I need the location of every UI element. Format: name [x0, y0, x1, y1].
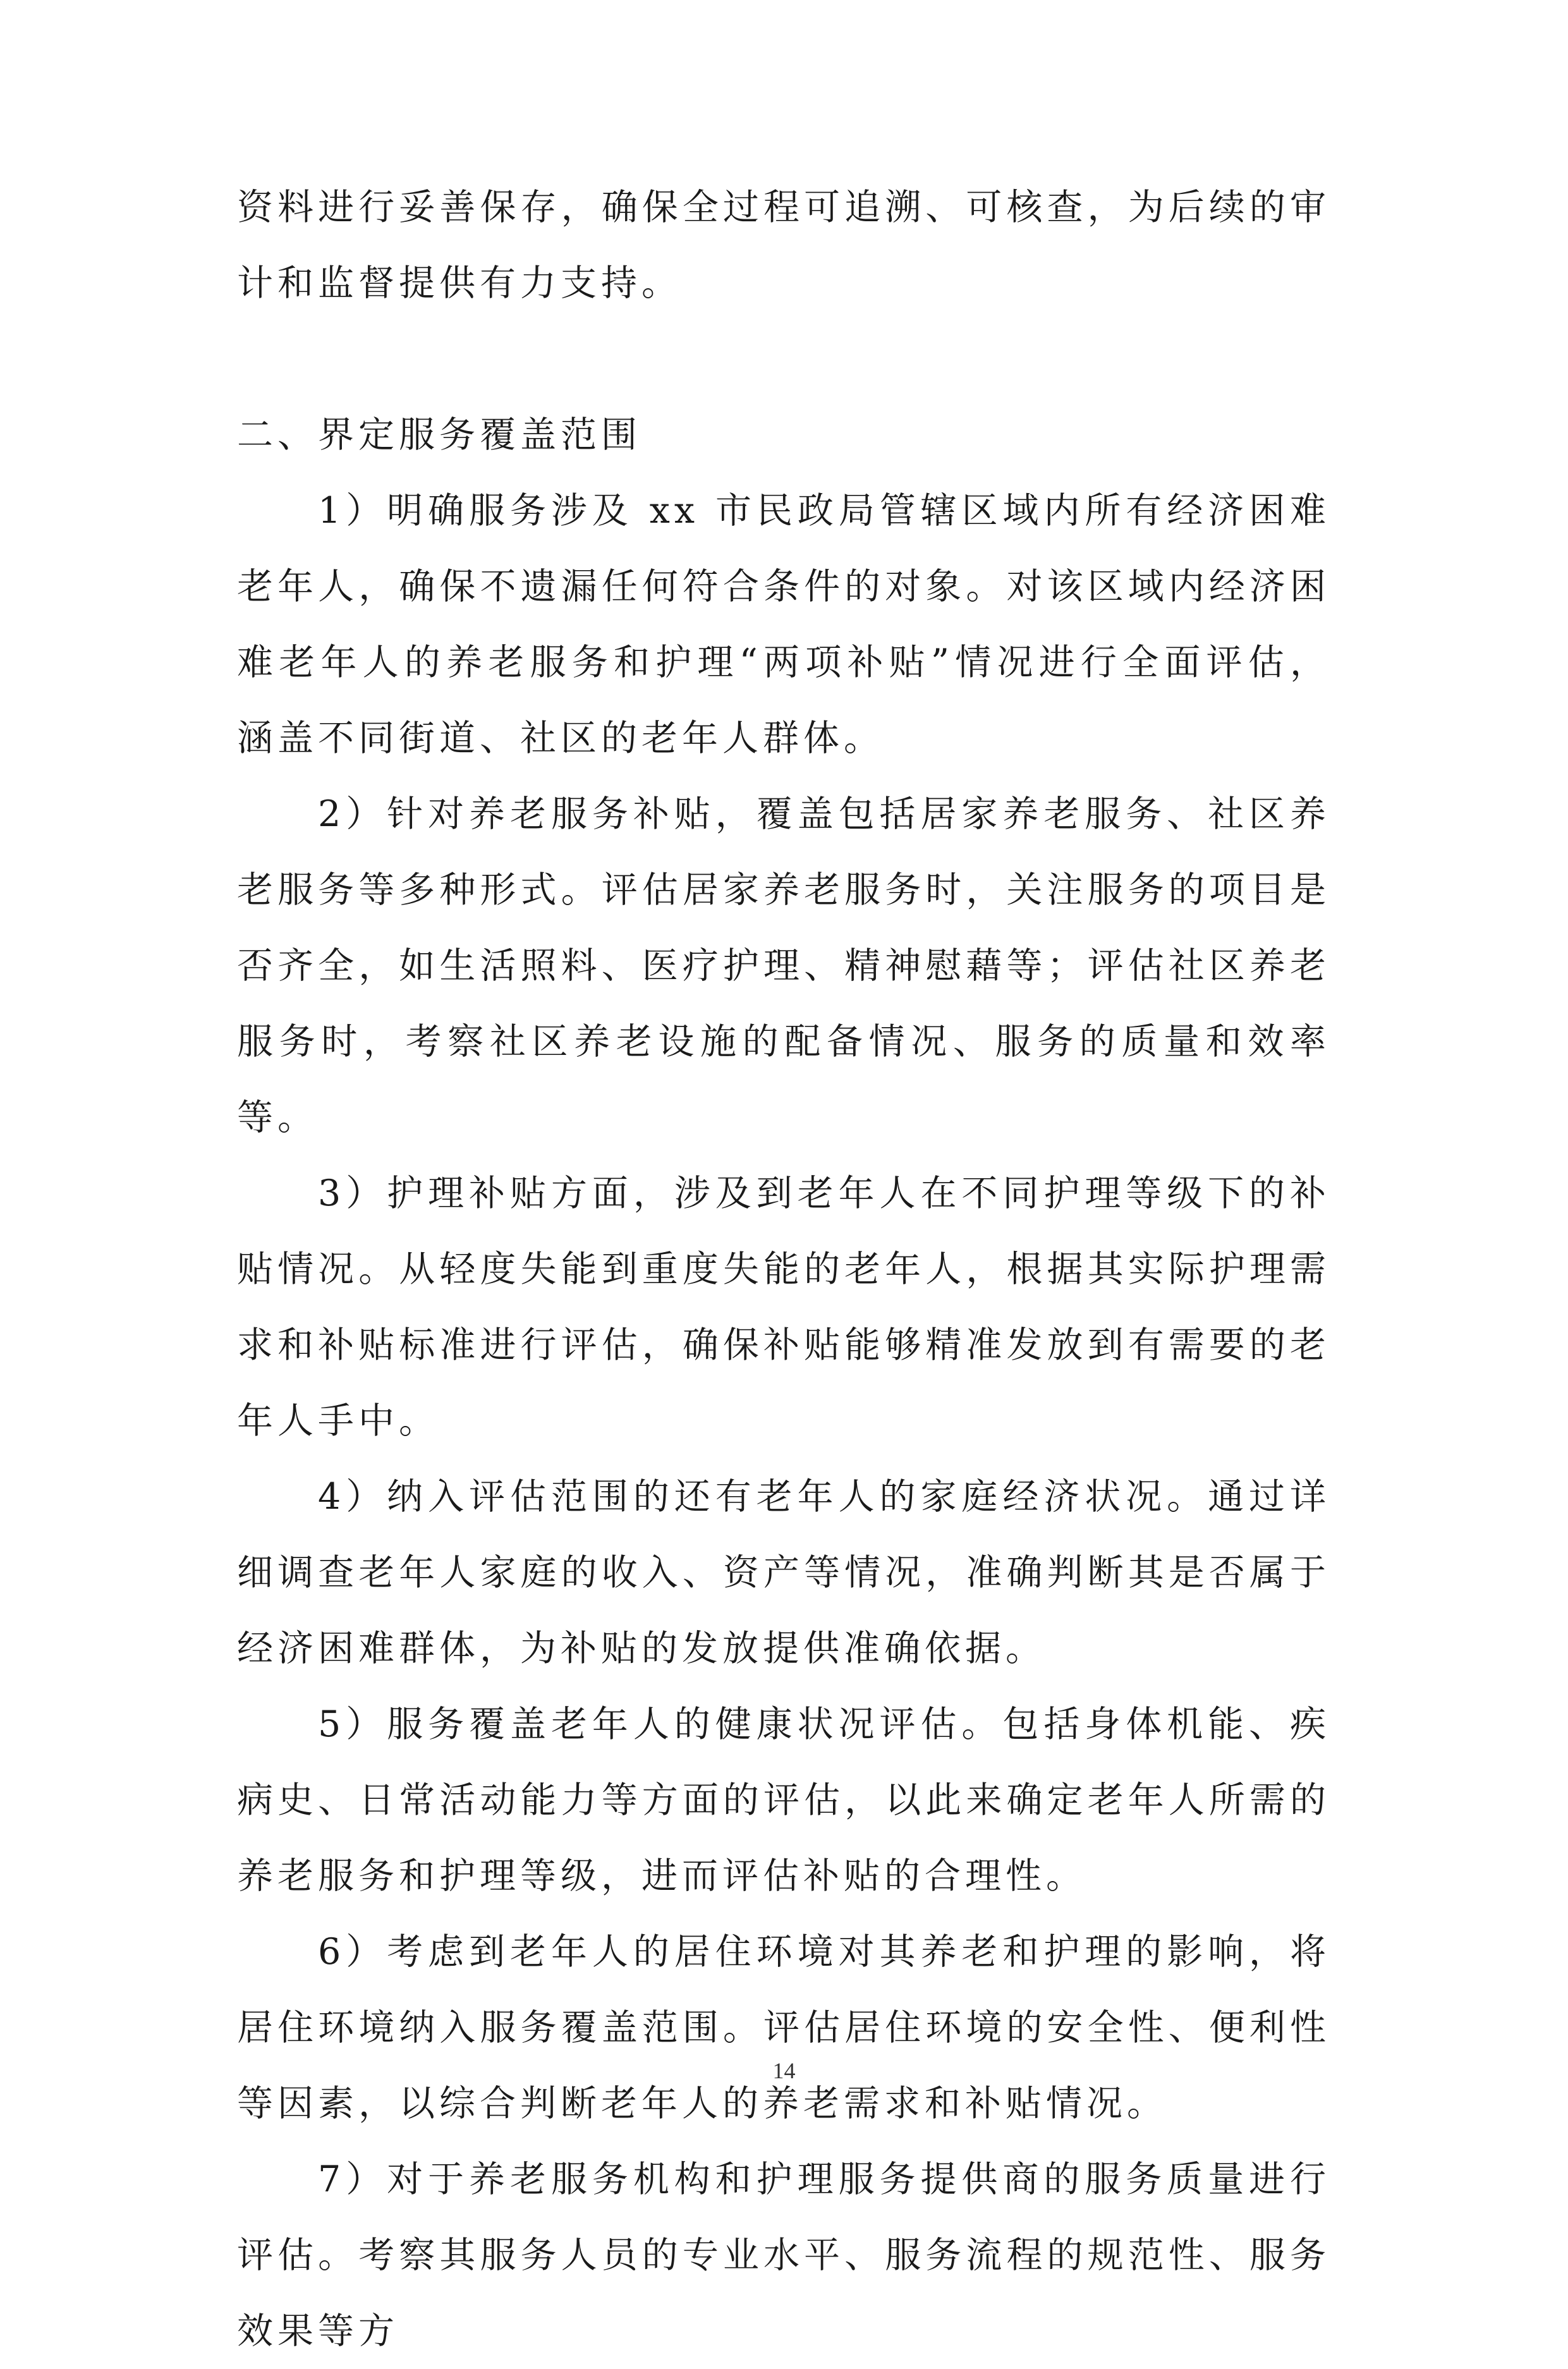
paragraph-1: 1）明确服务涉及 xx 市民政局管辖区域内所有经济困难老年人，确保不遗漏任何符合条件的对象。对该区域内经济困难老年人的养老服务和护理“两项补贴”情况进行全面评估，涵盖不同街道、社区的老年人群体。 [237, 490, 1330, 759]
paragraph-7: 7）对于养老服务机构和护理服务提供商的服务质量进行评估。考察其服务人员的专业水平、服务流程的规范性、服务效果等方 [237, 2159, 1330, 2352]
paragraph-4: 4）纳入评估范围的还有老年人的家庭经济状况。通过详细调查老年人家庭的收入、资产等情况，准确判断其是否属于经济困难群体，为补贴的发放提供准确依据。 [237, 1476, 1330, 1669]
page-number: 14 [772, 2058, 796, 2083]
paragraph-3: 3）护理补贴方面，涉及到老年人在不同护理等级下的补贴情况。从轻度失能到重度失能的老年人，根据其实际护理需求和补贴标准进行评估，确保补贴能够精准发放到有需要的老年人手中。 [237, 1172, 1330, 1442]
body-text [237, 169, 1330, 2369]
continuation-paragraph: 资料进行妥善保存，确保全过程可追溯、可核查，为后续的审计和监督提供有力支持。 [237, 186, 1330, 304]
paragraph-2: 2）针对养老服务补贴，覆盖包括居家养老服务、社区养老服务等多种形式。评估居家养老服务时，关注服务的项目是否齐全，如生活照料、医疗护理、精神慰藉等；评估社区养老服务时，考察社区养老设施的配备情况、服务的质量和效率等。 [237, 793, 1330, 1138]
paragraph-6: 6）考虑到老年人的居住环境对其养老和护理的影响，将居住环境纳入服务覆盖范围。评估居住环境的安全性、便利性等因素，以综合判断老年人的养老需求和补贴情况。 [237, 1931, 1330, 2124]
paragraph-5: 5）服务覆盖老年人的健康状况评估。包括身体机能、疾病史、日常活动能力等方面的评估，以此来确定老年人所需的养老服务和护理等级，进而评估补贴的合理性。 [237, 1703, 1330, 1897]
section-heading: 二、界定服务覆盖范围 [237, 414, 641, 456]
